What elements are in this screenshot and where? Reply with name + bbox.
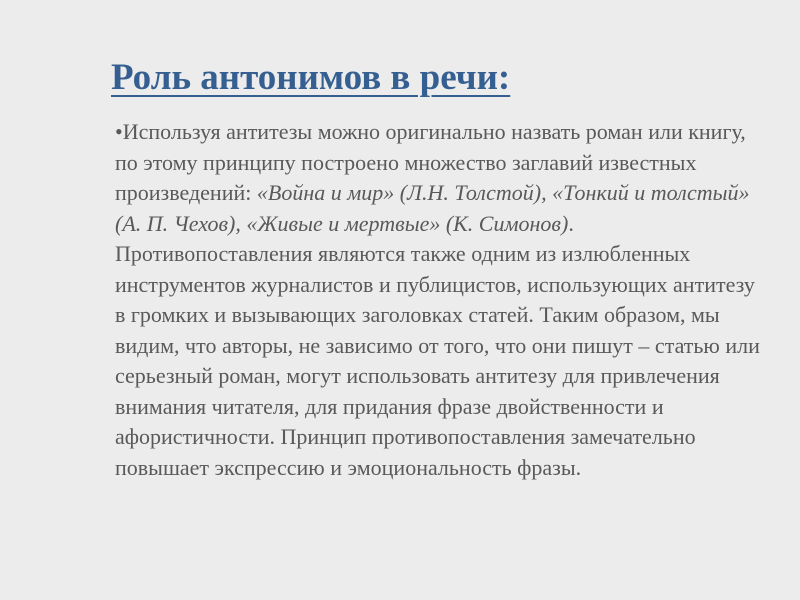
- slide-body: [36, 117, 766, 483]
- paragraph-1-end: .: [568, 210, 574, 236]
- paragraph-1-works: «Война и мир» (Л.Н. Толстой), «Тонкий и толстый» (А. П. Чехов), «Живые и мертвые» (К. Симонов): [115, 180, 750, 236]
- paragraph-1-lead: Используя антитезы можно оригинально назвать роман или книгу, по этому принципу построено множество заглавий известных произведений:: [115, 119, 746, 205]
- slide-title: Роль антонимов в речи:: [111, 57, 511, 98]
- paragraph-2: Противопоставления являются также одним из излюбленных инструментов журналистов и публицистов, использующих антитезу в громких и вызывающих заголовках статей. Таким образом, мы видим, что авторы, не зависимо от того, что они пишут – статью или серьезный роман, могут использовать антитезу для привлечения внимания читателя, для придания фразе двойственности и афористичности. Принцип противопоставления замечательно повышает экспрессию и эмоциональность фразы.: [115, 241, 760, 480]
- paragraph-1: [36, 117, 766, 239]
- bullet: •: [115, 119, 123, 144]
